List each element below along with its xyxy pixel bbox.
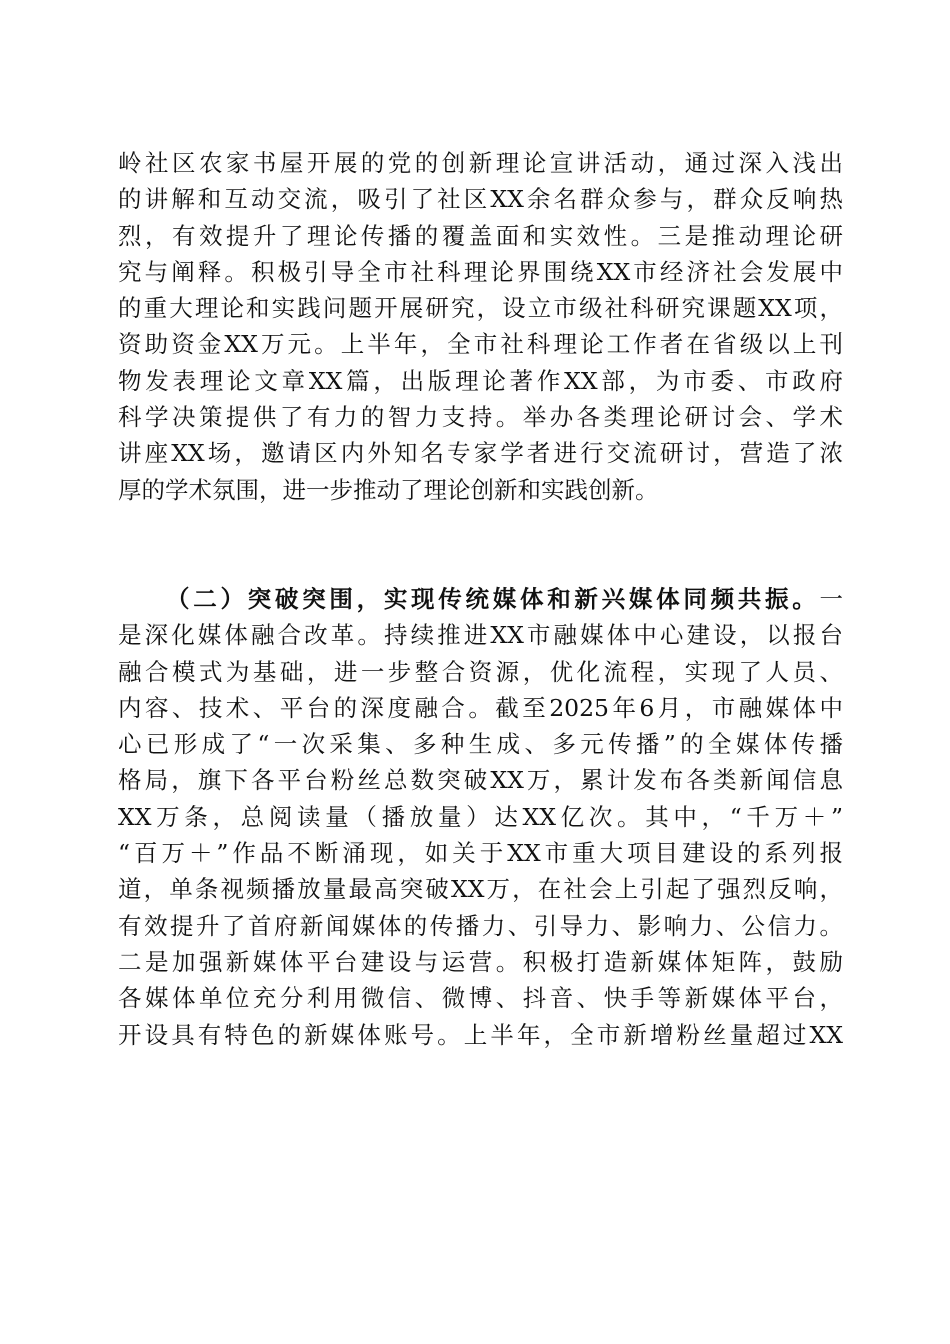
text-line: 是深化媒体融合改革。持续推进XX市融媒体中心建设，以报台 [118, 621, 843, 650]
text-line: 二是加强新媒体平台建设与运营。积极打造新媒体矩阵，鼓励 [118, 947, 843, 976]
text-line: 融合模式为基础，进一步整合资源，优化流程，实现了人员、 [118, 657, 843, 686]
paragraph-media-integration [118, 581, 843, 1053]
paragraph-theory-study [118, 145, 843, 508]
text-line: 究与阐释。积极引导全市社科理论界围绕XX市经济社会发展中 [118, 257, 843, 286]
text-line: 岭社区农家书屋开展的党的创新理论宣讲活动，通过深入浅出 [118, 149, 843, 177]
text-line: 内容、技术、平台的深度融合。截至2025年6月，市融媒体中 [118, 693, 843, 722]
text-line: 的重大理论和实践问题开展研究，设立市级社科研究课题XX项， [118, 294, 843, 323]
text-line: 资助资金XX万元。上半年，全市社科理论工作者在省级以上刊 [118, 330, 843, 359]
section-heading: （二）突破突围，实现传统媒体和新兴媒体同频共振。 [166, 585, 820, 613]
text-line: 的讲解和互动交流，吸引了社区XX余名群众参与，群众反响热 [118, 185, 843, 214]
text-line: 烈，有效提升了理论传播的覆盖面和实效性。三是推动理论研 [118, 221, 843, 250]
section-heading-line [118, 581, 843, 617]
text-line: 科学决策提供了有力的智力支持。举办各类理论研讨会、学术 [118, 403, 843, 432]
text-line: 厚的学术氛围，进一步推动了理论创新和实践创新。 [118, 475, 659, 504]
text-line: 讲座XX场，邀请区内外知名专家学者进行交流研讨，营造了浓 [118, 439, 843, 468]
text-line: 道，单条视频播放量最高突破XX万，在社会上引起了强烈反响， [118, 875, 843, 904]
text-fragment: 一 [819, 585, 843, 613]
text-line: 格局，旗下各平台粉丝总数突破XX万，累计发布各类新闻信息 [118, 766, 843, 795]
text-line: 有效提升了首府新闻媒体的传播力、引导力、影响力、公信力。 [118, 911, 843, 940]
text-line: 开设具有特色的新媒体账号。上半年，全市新增粉丝量超过XX [118, 1020, 843, 1049]
text-line: 心已形成了“一次采集、多种生成、多元传播”的全媒体传播 [118, 730, 843, 759]
text-line: 各媒体单位充分利用微信、微博、抖音、快手等新媒体平台， [118, 984, 843, 1013]
text-line: XX万条，总阅读量（播放量）达XX亿次。其中，“千万＋” [118, 802, 843, 831]
text-line: 物发表理论文章XX篇，出版理论著作XX部，为市委、市政府 [118, 366, 843, 395]
text-line: “百万＋”作品不断涌现，如关于XX市重大项目建设的系列报 [118, 839, 843, 868]
